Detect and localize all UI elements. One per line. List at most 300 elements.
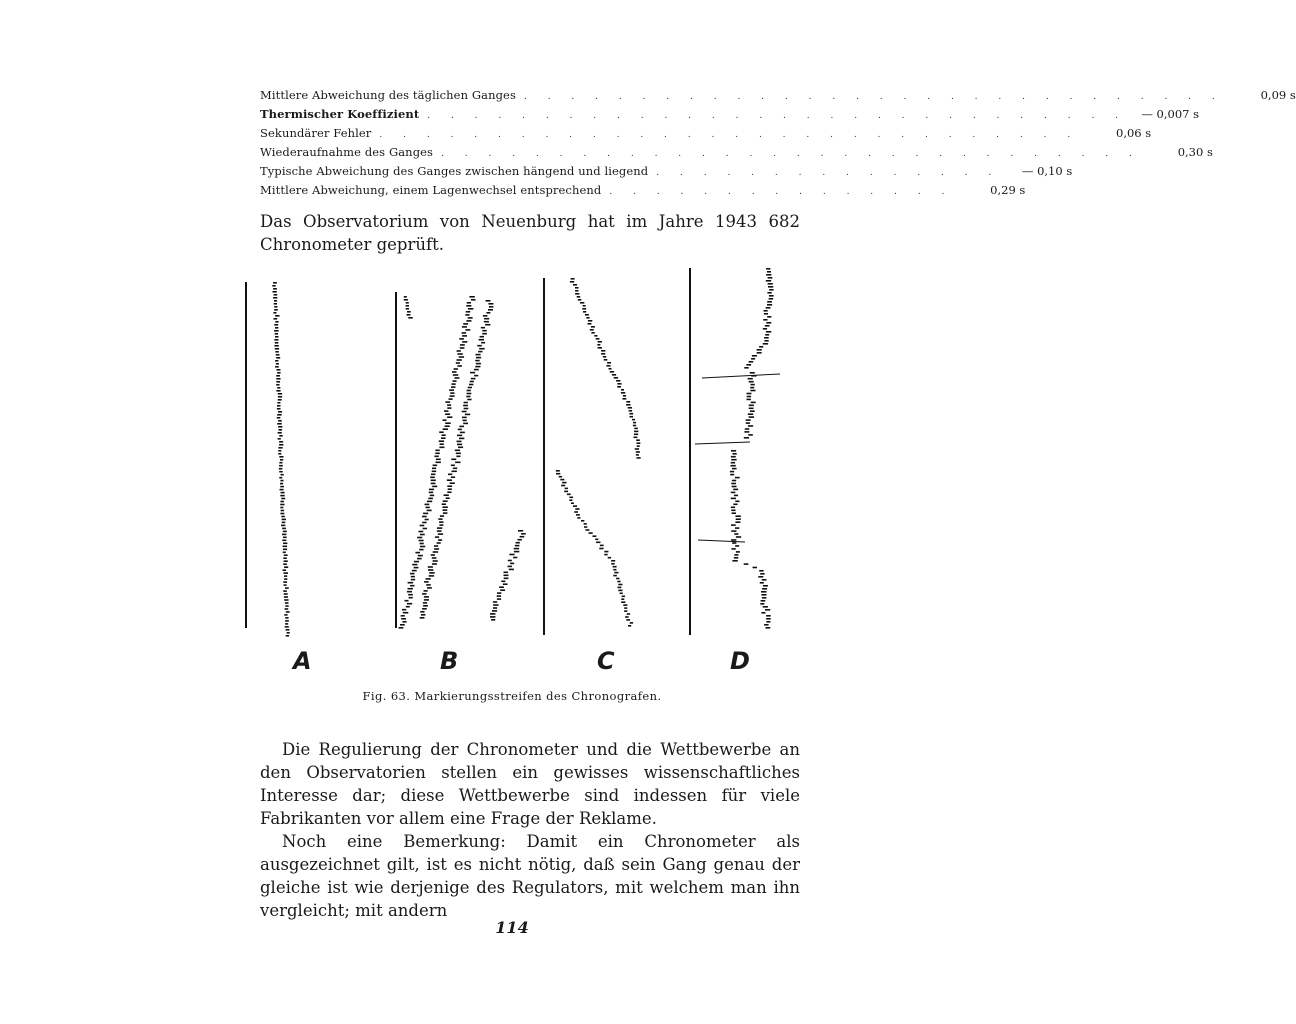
trace-dot [565, 488, 568, 490]
trace-dot [440, 443, 444, 445]
trace-dot [274, 300, 277, 302]
trace-dot [471, 299, 476, 301]
trace-dot [768, 283, 773, 285]
trace-dot [767, 292, 771, 294]
trace-dot [439, 521, 443, 523]
strip-b-trace-1 [399, 296, 476, 629]
trace-dot [491, 619, 495, 621]
paragraph-regulation: Die Regulierung der Chronometer und die Wettbewerbe an den Observatorien stellen ein gewisses wissenschaftliches Interesse dar; diese Wettbewerbe sind indessen für viele Fabrikanten vor allem eine Frage der Reklame. [260, 740, 800, 828]
trace-dot [438, 539, 442, 541]
trace-dot [418, 555, 423, 557]
trace-dot [763, 328, 767, 330]
trace-dot [618, 590, 622, 592]
trace-dot [766, 274, 771, 276]
trace-dot [279, 435, 282, 437]
trace-dot [731, 465, 736, 467]
trace-dot [419, 540, 424, 542]
trace-dot [274, 303, 277, 305]
trace-dot [609, 368, 612, 370]
trace-dot [625, 616, 629, 618]
trace-dot [414, 567, 419, 569]
trace-dot [279, 441, 283, 443]
trace-dot [439, 431, 443, 433]
trace-dot [452, 383, 456, 385]
trace-dot [443, 512, 448, 514]
trace-dot [429, 489, 434, 491]
trace-dot [765, 325, 770, 327]
trace-dot [463, 420, 467, 422]
trace-dot [407, 603, 412, 605]
strip-b-mark [404, 296, 413, 319]
trace-dot [452, 471, 457, 473]
trace-dot [278, 453, 281, 455]
trace-dot [761, 594, 766, 596]
trace-dot [284, 593, 288, 595]
trace-dot [282, 522, 286, 524]
trace-dot [284, 614, 287, 616]
trace-dot [573, 284, 577, 286]
panel-label-c: C [597, 647, 615, 675]
trace-dot [466, 396, 470, 398]
trace-dot [280, 489, 284, 491]
trace-dot [582, 308, 586, 310]
trace-dot [624, 607, 627, 609]
trace-dot [621, 389, 624, 391]
trace-dot [287, 632, 290, 634]
trace-dot [286, 611, 290, 613]
trace-dot [769, 298, 773, 300]
trace-dot [575, 293, 579, 295]
trace-dot [426, 578, 431, 580]
trace-dot [471, 378, 476, 380]
trace-dot [412, 570, 417, 572]
trace-dot [275, 360, 278, 362]
trace-dot [767, 301, 772, 303]
trace-dot [450, 482, 455, 484]
trace-dot [744, 563, 749, 565]
trace-dot [569, 497, 573, 499]
trace-dot [457, 353, 462, 355]
trace-dot [285, 626, 289, 628]
trace-dot [273, 312, 276, 314]
trace-dot [479, 348, 484, 350]
trace-dot [765, 609, 770, 611]
strip-d-tick [698, 540, 745, 542]
trace-dot [406, 308, 409, 310]
trace-dot [421, 614, 425, 616]
trace-dot [628, 625, 631, 627]
strip-b-trace-3 [490, 530, 526, 621]
trace-dot [277, 417, 281, 419]
trace-dot [283, 546, 287, 548]
trace-dot [277, 369, 281, 371]
trace-dot [420, 617, 425, 619]
trace-dot [424, 581, 429, 583]
trace-dot [274, 330, 278, 332]
trace-dot [744, 367, 748, 369]
trace-dot [452, 371, 457, 373]
trace-dot [571, 278, 575, 280]
trace-dot [607, 362, 611, 364]
trace-dot [458, 429, 462, 431]
trace-dot [600, 545, 604, 547]
trace-dot [767, 316, 771, 318]
trace-dot [470, 372, 475, 374]
trace-dot [444, 494, 449, 496]
trace-dot [752, 355, 757, 357]
trace-dot [735, 527, 739, 529]
trace-dot [731, 530, 736, 532]
chronograph-strips-figure [220, 260, 820, 660]
trace-dot [276, 354, 280, 356]
trace-dot [280, 495, 284, 497]
trace-dot [447, 479, 452, 481]
trace-dot [285, 623, 288, 625]
trace-dot [445, 413, 450, 415]
trace-dot [763, 319, 767, 321]
trace-dot [601, 353, 605, 355]
trace-dot [627, 613, 630, 615]
trace-dot [463, 423, 468, 425]
trace-dot [731, 456, 736, 458]
trace-dot [564, 491, 568, 493]
leader-dots: . . . . . . . . . . . . . . . [656, 168, 1001, 178]
trace-dot [577, 517, 580, 519]
trace-dot [451, 459, 456, 461]
row-label: Sekundärer Fehler [260, 126, 372, 140]
trace-dot [467, 302, 471, 304]
trace-dot [275, 351, 278, 353]
trace-dot [612, 374, 616, 376]
trace-dot [621, 601, 625, 603]
trace-dot [731, 539, 736, 541]
trace-dot [415, 552, 420, 554]
trace-dot [422, 593, 426, 595]
trace-dot [733, 453, 737, 455]
trace-dot [414, 561, 419, 563]
trace-dot [508, 566, 512, 568]
trace-dot [766, 627, 771, 629]
trace-dot [769, 295, 774, 297]
trace-dot [636, 454, 639, 456]
trace-dot [603, 356, 606, 358]
trace-dot [584, 526, 587, 528]
trace-dot [570, 281, 574, 283]
trace-dot [730, 471, 734, 473]
trace-dot [588, 320, 592, 322]
trace-dot [493, 604, 498, 606]
trace-dot [509, 569, 514, 571]
trace-dot [499, 586, 504, 588]
trace-dot [407, 314, 411, 316]
trace-dot [732, 560, 737, 562]
trace-dot [283, 537, 287, 539]
trace-dot [732, 468, 737, 470]
trace-dot [577, 296, 581, 298]
trace-dot [759, 570, 763, 572]
trace-dot [274, 318, 278, 320]
trace-dot [637, 457, 641, 459]
trace-dot [460, 344, 465, 346]
trace-dot [277, 372, 280, 374]
trace-dot [576, 514, 580, 516]
trace-dot [521, 533, 526, 535]
trace-dot [431, 483, 436, 485]
trace-dot [447, 407, 451, 409]
trace-dot [273, 282, 277, 284]
trace-dot [286, 629, 290, 631]
trace-dot [468, 317, 473, 319]
trace-dot [637, 445, 640, 447]
trace-dot [731, 483, 736, 485]
trace-dot [630, 416, 634, 418]
row-value: 0,06 s [1116, 126, 1152, 140]
table-row [260, 143, 1213, 162]
trace-dot [283, 563, 287, 565]
trace-dot [410, 585, 414, 587]
trace-dot [497, 595, 501, 597]
trace-dot [456, 362, 460, 364]
trace-dot [493, 601, 497, 603]
trace-dot [611, 560, 615, 562]
trace-dot [761, 591, 766, 593]
trace-dot [278, 438, 281, 440]
trace-dot [578, 299, 581, 301]
trace-dot [422, 516, 427, 518]
trace-dot [567, 494, 571, 496]
trace-dot [420, 525, 425, 527]
trace-dot [731, 524, 736, 526]
trace-dot [731, 548, 735, 550]
trace-dot [406, 305, 409, 307]
trace-dot [488, 303, 493, 305]
trace-dot [424, 599, 429, 601]
trace-dot [604, 554, 607, 556]
trace-dot [443, 419, 447, 421]
trace-dot [490, 616, 495, 618]
trace-dot [749, 361, 754, 363]
trace-dot [509, 554, 514, 556]
trace-dot [762, 579, 767, 581]
trace-dot [750, 372, 755, 374]
trace-dot [617, 581, 620, 583]
trace-dot [610, 371, 614, 373]
trace-dot [460, 432, 465, 434]
trace-dot [745, 428, 749, 430]
trace-dot [284, 566, 288, 568]
trace-dot [751, 358, 755, 360]
chronograph-strips-drawing [220, 260, 820, 660]
trace-dot [583, 305, 586, 307]
trace-dot [433, 551, 438, 553]
trace-dot [475, 366, 480, 368]
trace-dot [283, 543, 287, 545]
trace-dot [417, 558, 422, 560]
trace-dot [748, 425, 753, 427]
trace-dot [432, 486, 437, 488]
trace-dot [477, 345, 481, 347]
trace-dot [608, 557, 611, 559]
trace-dot [731, 462, 735, 464]
trace-dot [275, 321, 278, 323]
trace-dot [749, 408, 754, 410]
trace-dot [437, 542, 441, 544]
row-value: 0,30 s [1177, 145, 1213, 159]
trace-dot [278, 420, 282, 422]
trace-dot [513, 557, 517, 559]
trace-dot [431, 474, 435, 476]
trace-dot [593, 535, 597, 537]
trace-dot [630, 622, 633, 624]
trace-dot [469, 384, 473, 386]
trace-dot [597, 344, 600, 346]
trace-dot [462, 332, 467, 334]
trace-dot [278, 447, 282, 449]
trace-dot [510, 563, 514, 565]
trace-dot [434, 548, 439, 550]
trace-dot [410, 573, 415, 575]
leader-dots: . . . . . . . . . . . . . . . [609, 187, 954, 197]
trace-dot [617, 383, 621, 385]
trace-dot [449, 389, 454, 391]
trace-dot [766, 615, 770, 617]
trace-dot [732, 480, 736, 482]
trace-dot [580, 302, 584, 304]
leader-dots: . . . . . . . . . . . . . . . . . . . . . . . . . . . . . . [523, 92, 1224, 102]
trace-dot [731, 450, 736, 452]
trace-dot [735, 501, 739, 503]
trace-dot [457, 359, 462, 361]
trace-dot [476, 363, 481, 365]
trace-dot [283, 569, 287, 571]
trace-dot [766, 322, 771, 324]
trace-dot [428, 566, 433, 568]
trace-dot [283, 552, 286, 554]
trace-dot [599, 548, 603, 550]
trace-dot [411, 579, 415, 581]
trace-dot [278, 426, 282, 428]
trace-dot [518, 530, 523, 532]
trace-dot [562, 482, 566, 484]
trace-dot [420, 611, 424, 613]
trace-dot [591, 332, 594, 334]
trace-dot [417, 537, 422, 539]
trace-dot [751, 384, 755, 386]
trace-dot [456, 456, 460, 458]
trace-dot [475, 360, 479, 362]
trace-dot [768, 277, 773, 279]
trace-dot [439, 524, 443, 526]
trace-dot [427, 501, 432, 503]
trace-dot [616, 380, 620, 382]
trace-dot [407, 311, 411, 313]
trace-dot [274, 309, 278, 311]
trace-dot [460, 347, 465, 349]
trace-dot [734, 557, 738, 559]
trace-dot [273, 288, 277, 290]
trace-dot [464, 402, 468, 404]
trace-dot [273, 297, 277, 299]
row-label: Typische Abweichung des Ganges zwischen hängend und liegend [260, 164, 649, 178]
trace-dot [278, 450, 281, 452]
trace-dot [586, 317, 589, 319]
trace-dot [423, 513, 428, 515]
trace-dot [596, 542, 600, 544]
trace-dot [467, 393, 472, 395]
trace-dot [459, 426, 464, 428]
trace-dot [468, 308, 473, 310]
trace-dot [734, 554, 738, 556]
trace-dot [575, 508, 579, 510]
trace-dot [482, 330, 486, 332]
trace-dot [764, 340, 768, 342]
trace-dot [765, 334, 769, 336]
trace-dot [435, 453, 439, 455]
trace-dot [463, 405, 468, 407]
trace-dot [280, 483, 283, 485]
trace-dot [447, 416, 452, 418]
trace-dot [279, 468, 283, 470]
trace-dot [731, 507, 735, 509]
trace-dot [284, 575, 287, 577]
trace-dot [455, 462, 460, 464]
trace-dot [275, 348, 279, 350]
trace-dot [277, 414, 281, 416]
trace-dot [747, 396, 751, 398]
trace-dot [504, 572, 508, 574]
trace-dot [442, 503, 446, 505]
trace-dot [501, 581, 505, 583]
trace-dot [616, 578, 619, 580]
trace-dot [459, 438, 464, 440]
trace-dot [735, 515, 740, 517]
trace-dot [429, 575, 434, 577]
trace-dot [482, 333, 487, 335]
trace-dot [278, 411, 282, 413]
trace-dot [468, 387, 472, 389]
trace-dot [409, 597, 413, 599]
trace-dot [763, 606, 768, 608]
trace-dot [429, 572, 434, 574]
trace-dot [279, 465, 283, 467]
strip-d-tick [695, 442, 750, 444]
trace-dot [628, 407, 632, 409]
trace-dot [636, 439, 640, 441]
trace-dot [445, 425, 450, 427]
trace-dot [474, 369, 479, 371]
trace-dot [462, 417, 467, 419]
trace-dot [286, 635, 289, 637]
trace-dot [278, 429, 282, 431]
trace-dot [443, 506, 448, 508]
trace-dot [282, 540, 286, 542]
row-value: — 0,007 s [1141, 107, 1200, 121]
trace-dot [430, 495, 434, 497]
trace-dot [746, 419, 751, 421]
trace-dot [479, 339, 484, 341]
trace-dot [423, 528, 427, 530]
trace-dot [734, 495, 738, 497]
trace-dot [556, 470, 560, 472]
trace-dot [285, 620, 289, 622]
trace-dot [437, 527, 442, 529]
trace-dot [431, 554, 435, 556]
strip-a-trace [272, 282, 289, 637]
trace-dot [626, 401, 630, 403]
trace-dot [483, 315, 487, 317]
trace-dot [462, 335, 467, 337]
trace-dot [518, 539, 522, 541]
